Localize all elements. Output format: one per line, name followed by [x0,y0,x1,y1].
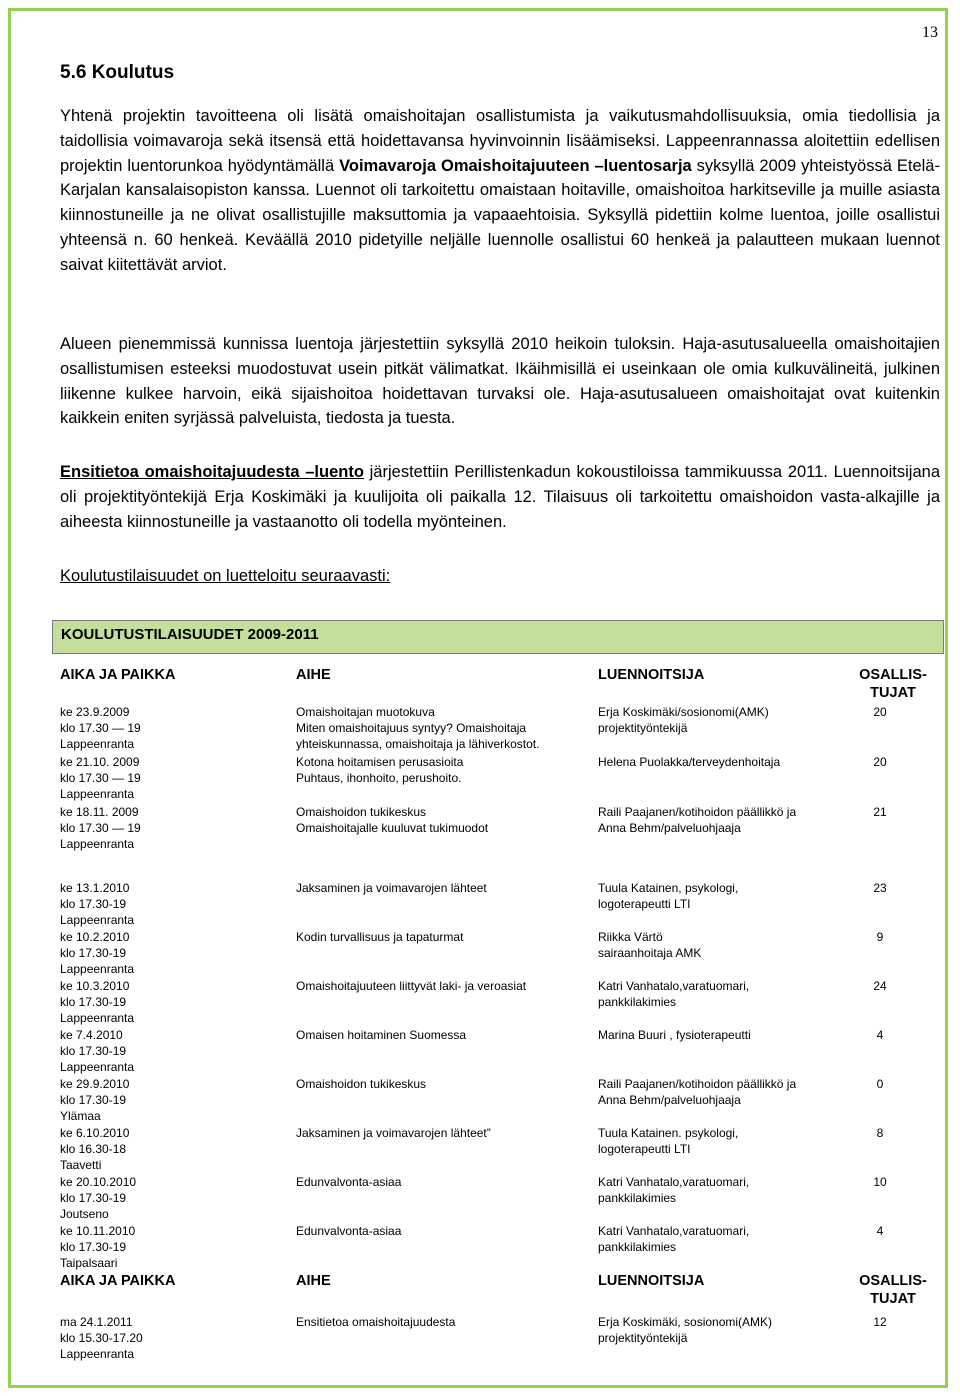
cell-time-place: ke 6.10.2010 klo 16.30-18 Taavetti [60,1126,130,1172]
cell-speaker: Raili Paajanen/kotihoidon päällikkö ja Anna Behm/palveluohjaaja [598,805,797,835]
cell-speaker: Riikka Värtö sairaanhoitaja AMK [598,930,702,960]
cell-time-place: ma 24.1.2011 klo 15.30-17.20 Lappeenranta [60,1315,143,1361]
cell-participants: 8 [876,1126,884,1140]
cell-topic: Omaishoitajan muotokuva Miten omaishoitajuus syntyy? Omaishoitaja yhteiskunnassa, omaishoitaja ja lähiverkostot. [296,705,540,751]
cell-time-place: ke 10.2.2010 klo 17.30-19 Lappeenranta [60,930,135,976]
cell-speaker: Katri Vanhatalo,varatuomari, pankkilakimies [598,1175,750,1205]
cell-participants: 0 [876,1077,884,1091]
cell-speaker: Katri Vanhatalo,varatuomari, pankkilakimies [598,1224,750,1254]
cell-speaker: Erja Koskimäki/sosionomi(AMK) projektityöntekijä [598,705,769,735]
cell-participants: 9 [876,930,884,944]
cell-participants: 23 [873,881,887,895]
cell-time-place: ke 13.1.2010 klo 17.30-19 Lappeenranta [60,881,135,927]
cell-topic: Omaishoitajuuteen liittyvät laki- ja veroasiat [296,979,527,993]
col-header-participants: OSALLIS- TUJAT [859,667,927,701]
cell-topic: Omaisen hoitaminen Suomessa [296,1028,467,1042]
cell-participants: 12 [873,1315,887,1329]
cell-time-place: ke 18.11. 2009 klo 17.30 — 19 Lappeenranta [60,805,141,851]
cell-speaker: Erja Koskimäki, sosionomi(AMK) projektityöntekijä [598,1315,773,1345]
col-header-participants-2: OSALLIS- TUJAT [859,1273,927,1307]
cell-topic: Omaishoidon tukikeskus [296,1077,427,1091]
cell-speaker: Tuula Katainen, psykologi, logoterapeutti LTI [598,881,739,911]
paragraph-list-intro: Koulutustilaisuudet on luetteloitu seuraavasti: [60,567,391,585]
cell-topic: Edunvalvonta-asiaa [296,1175,402,1189]
cell-time-place: ke 10.11.2010 klo 17.30-19 Taipalsaari [60,1224,136,1270]
cell-topic: Omaishoidon tukikeskus Omaishoitajalle kuuluvat tukimuodot [296,805,489,835]
cell-speaker: Helena Puolakka/terveydenhoitaja [598,755,781,769]
cell-speaker: Marina Buuri , fysioterapeutti [598,1028,751,1042]
paragraph-rural: Alueen pienemmissä kunnissa luentoja järjestettiin syksyllä 2010 heikoin tuloksin. Haja-asutusalueella omaishoitajien osallistumisen esteeksi muodostuvat usein pitkät välimatkat. Ikäihmisillä ei useinkaan ole omia kulkuvälineitä, julkinen liikenne kulkee harvoin, eikä sijaishoitoa hoidettavan turvaksi ole. Haja-asutusalueen omaishoitajat ovat kuitenkin kaikkein eniten syrjässä palveluista, tiedosta ja tuesta. [60,335,940,428]
cell-time-place: ke 23.9.2009 klo 17.30 — 19 Lappeenranta [60,705,141,751]
cell-time-place: ke 29.9.2010 klo 17.30-19 Ylämaa [60,1077,130,1123]
cell-participants: 20 [873,705,887,719]
cell-topic: Kotona hoitamisen perusasioita Puhtaus, ihonhoito, perushoito. [296,755,464,785]
cell-participants: 10 [873,1175,887,1189]
cell-participants: 20 [873,755,887,769]
paragraph-first-info: Ensitietoa omaishoitajuudesta –luento järjestettiin Perillistenkadun kokoustiloissa tammikuussa 2011. Luennoitsijana oli projektityöntekijä Erja Koskimäki ja kuulijoita oli paikalla 12. Tilaisuus oli tarkoitettu omaishoidon vasta-alkajille ja aiheesta kiinnostuneille ja vastaanotto oli todella myönteinen. [60,463,941,531]
col-header-topic: AIHE [296,667,331,683]
col-header-topic-2: AIHE [296,1273,331,1289]
section-heading: 5.6 Koulutus [60,62,175,83]
cell-topic: Ensitietoa omaishoitajuudesta [296,1315,456,1329]
cell-participants: 24 [873,979,887,993]
cell-time-place: ke 7.4.2010 klo 17.30-19 Lappeenranta [60,1028,135,1074]
lecture-series-name: Voimavaroja Omaishoitajuuteen –luentosarja [339,156,692,175]
col-header-speaker: LUENNOITSIJA [598,667,705,683]
cell-speaker: Tuula Katainen. psykologi, logoterapeutti LTI [598,1126,739,1156]
cell-participants: 21 [873,805,887,819]
cell-topic: Jaksaminen ja voimavarojen lähteet” [296,1126,491,1140]
cell-participants: 4 [876,1224,884,1238]
col-header-speaker-2: LUENNOITSIJA [598,1273,705,1289]
cell-speaker: Raili Paajanen/kotihoidon päällikkö ja Anna Behm/palveluohjaaja [598,1077,797,1107]
page-number: 13 [922,24,938,41]
paragraph-intro: Yhtenä projektin tavoitteena oli lisätä omaishoitajan osallistumista ja vaikutusmahdollisuuksia, omia tiedollisia ja taidollisia voimavaroja sekä itsensä että hoidettavansa hyvinvoinnin lisäämiseksi. Lappeenrannassa aloitettiin edellisen projektin luentorunkoa hyödyntämällä Voimavaroja Omaishoitajuuteen –luentosarja syksyllä 2009 yhteistyössä Etelä-Karjalan kansalaisopiston kanssa. Luennot oli tarkoitettu omaistaan hoitaville, omaishoitoa harkitseville ja muille asiasta kiinnostuneille ja ne olivat osallistujille maksuttomia ja vapaaehtoisia. Syksyllä pidettiin kolme luentoa, joille osallistui yhteensä n. 60 henkeä. Keväällä 2010 pidetyille neljälle luennolle osallistui 60 henkeä ja palautteen mukaan luennot saivat kiitettävät arviot. [60,107,940,274]
first-info-lecture-name: Ensitietoa omaishoitajuudesta –luento [60,463,364,481]
cell-speaker: Katri Vanhatalo,varatuomari, pankkilakimies [598,979,750,1009]
col-header-time-place-2: AIKA JA PAIKKA [60,1273,176,1289]
cell-topic: Kodin turvallisuus ja tapaturmat [296,930,464,944]
cell-time-place: ke 10.3.2010 klo 17.30-19 Lappeenranta [60,979,135,1025]
table-title: KOULUTUSTILAISUUDET 2009-2011 [52,620,944,654]
cell-time-place: ke 20.10.2010 klo 17.30-19 Joutseno [60,1175,137,1221]
col-header-time-place: AIKA JA PAIKKA [60,667,176,683]
cell-topic: Jaksaminen ja voimavarojen lähteet [296,881,487,895]
cell-participants: 4 [876,1028,884,1042]
cell-time-place: ke 21.10. 2009 klo 17.30 — 19 Lappeenranta [60,755,141,801]
cell-topic: Edunvalvonta-asiaa [296,1224,402,1238]
